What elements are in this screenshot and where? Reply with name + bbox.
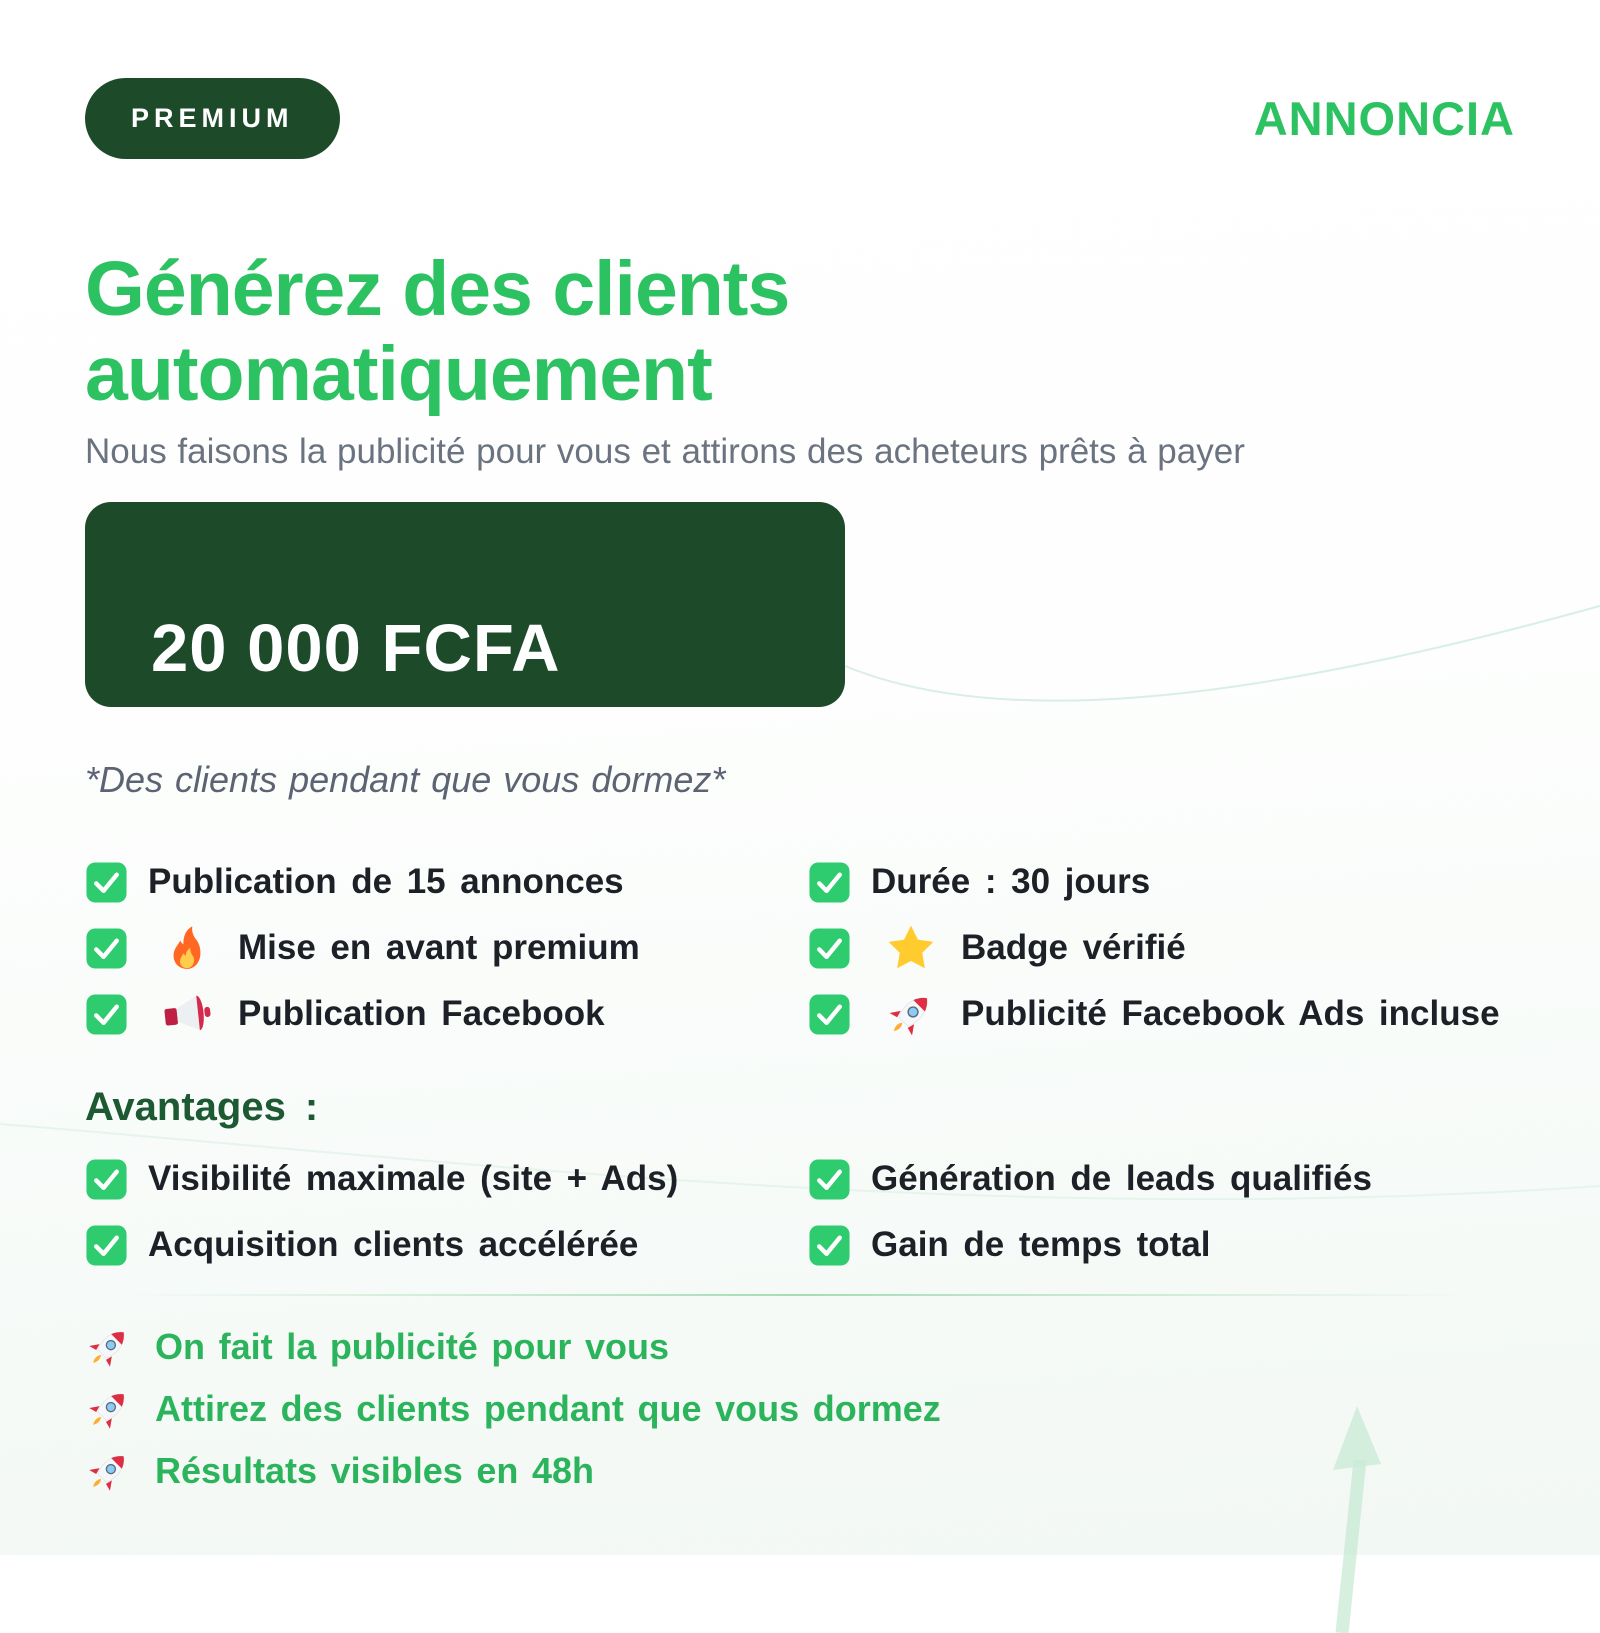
feature-label: Publication de 15 annonces xyxy=(148,862,624,902)
check-icon xyxy=(85,1158,128,1201)
highlight-item xyxy=(85,1440,1515,1502)
feature-item xyxy=(808,915,1515,981)
feature-label: Publication Facebook xyxy=(238,994,605,1034)
advantage-label: Génération de leads qualifiés xyxy=(871,1159,1372,1199)
megaphone-icon xyxy=(162,988,214,1040)
check-icon xyxy=(808,1224,851,1267)
page-title xyxy=(85,247,1515,416)
features-column-left xyxy=(85,849,808,1047)
feature-item xyxy=(85,849,808,915)
rocket-icon xyxy=(85,1385,133,1433)
check-icon xyxy=(85,927,128,970)
feature-item xyxy=(85,981,808,1047)
premium-offer-flyer xyxy=(0,78,1600,1502)
header xyxy=(85,78,1515,159)
feature-item xyxy=(808,849,1515,915)
advantage-label: Acquisition clients accélérée xyxy=(148,1225,639,1265)
advantage-item xyxy=(808,1212,1515,1278)
price-box xyxy=(85,502,845,707)
advantage-label: Visibilité maximale (site + Ads) xyxy=(148,1159,679,1199)
advantage-label: Gain de temps total xyxy=(871,1225,1211,1265)
highlight-item xyxy=(85,1316,1515,1378)
advantages-heading: Avantages : xyxy=(85,1085,319,1130)
check-icon xyxy=(85,1224,128,1267)
feature-item xyxy=(85,915,808,981)
title-line-1: Générez des clients xyxy=(85,246,790,332)
rocket-icon xyxy=(85,1323,133,1371)
features-column-right xyxy=(808,849,1515,1047)
highlight-label: On fait la publicité pour vous xyxy=(155,1326,670,1368)
feature-label: Publicité Facebook Ads incluse xyxy=(961,994,1500,1034)
star-icon xyxy=(885,922,937,974)
features-list xyxy=(85,849,1515,1047)
premium-badge: PREMIUM xyxy=(85,78,340,159)
highlight-label: Attirez des clients pendant que vous dormez xyxy=(155,1388,941,1430)
fire-icon xyxy=(162,922,214,974)
rocket-icon xyxy=(885,988,937,1040)
advantages-column-left xyxy=(85,1146,808,1278)
check-icon xyxy=(808,927,851,970)
check-icon xyxy=(85,993,128,1036)
title-line-2: automatiquement xyxy=(85,330,712,417)
check-icon xyxy=(808,1158,851,1201)
feature-label: Durée : 30 jours xyxy=(871,862,1151,902)
highlight-label: Résultats visibles en 48h xyxy=(155,1450,594,1492)
advantages-list xyxy=(85,1146,1515,1278)
price-amount: 20 000 FCFA xyxy=(151,611,561,687)
feature-item xyxy=(808,981,1515,1047)
check-icon xyxy=(808,861,851,904)
check-icon xyxy=(85,861,128,904)
check-icon xyxy=(808,993,851,1036)
advantages-column-right xyxy=(808,1146,1515,1278)
separator-line xyxy=(100,1294,1500,1296)
advantage-item xyxy=(85,1212,808,1278)
tagline: *Des clients pendant que vous dormez* xyxy=(85,759,726,801)
feature-label: Badge vérifié xyxy=(961,928,1186,968)
rocket-icon xyxy=(85,1447,133,1495)
highlights-list xyxy=(85,1316,1515,1502)
feature-label: Mise en avant premium xyxy=(238,928,640,968)
advantage-item xyxy=(808,1146,1515,1212)
subtitle: Nous faisons la publicité pour vous et attirons des acheteurs prêts à payer xyxy=(85,432,1245,472)
advantage-item xyxy=(85,1146,808,1212)
highlight-item xyxy=(85,1378,1515,1440)
brand-logo: ANNONCIA xyxy=(1253,92,1515,145)
